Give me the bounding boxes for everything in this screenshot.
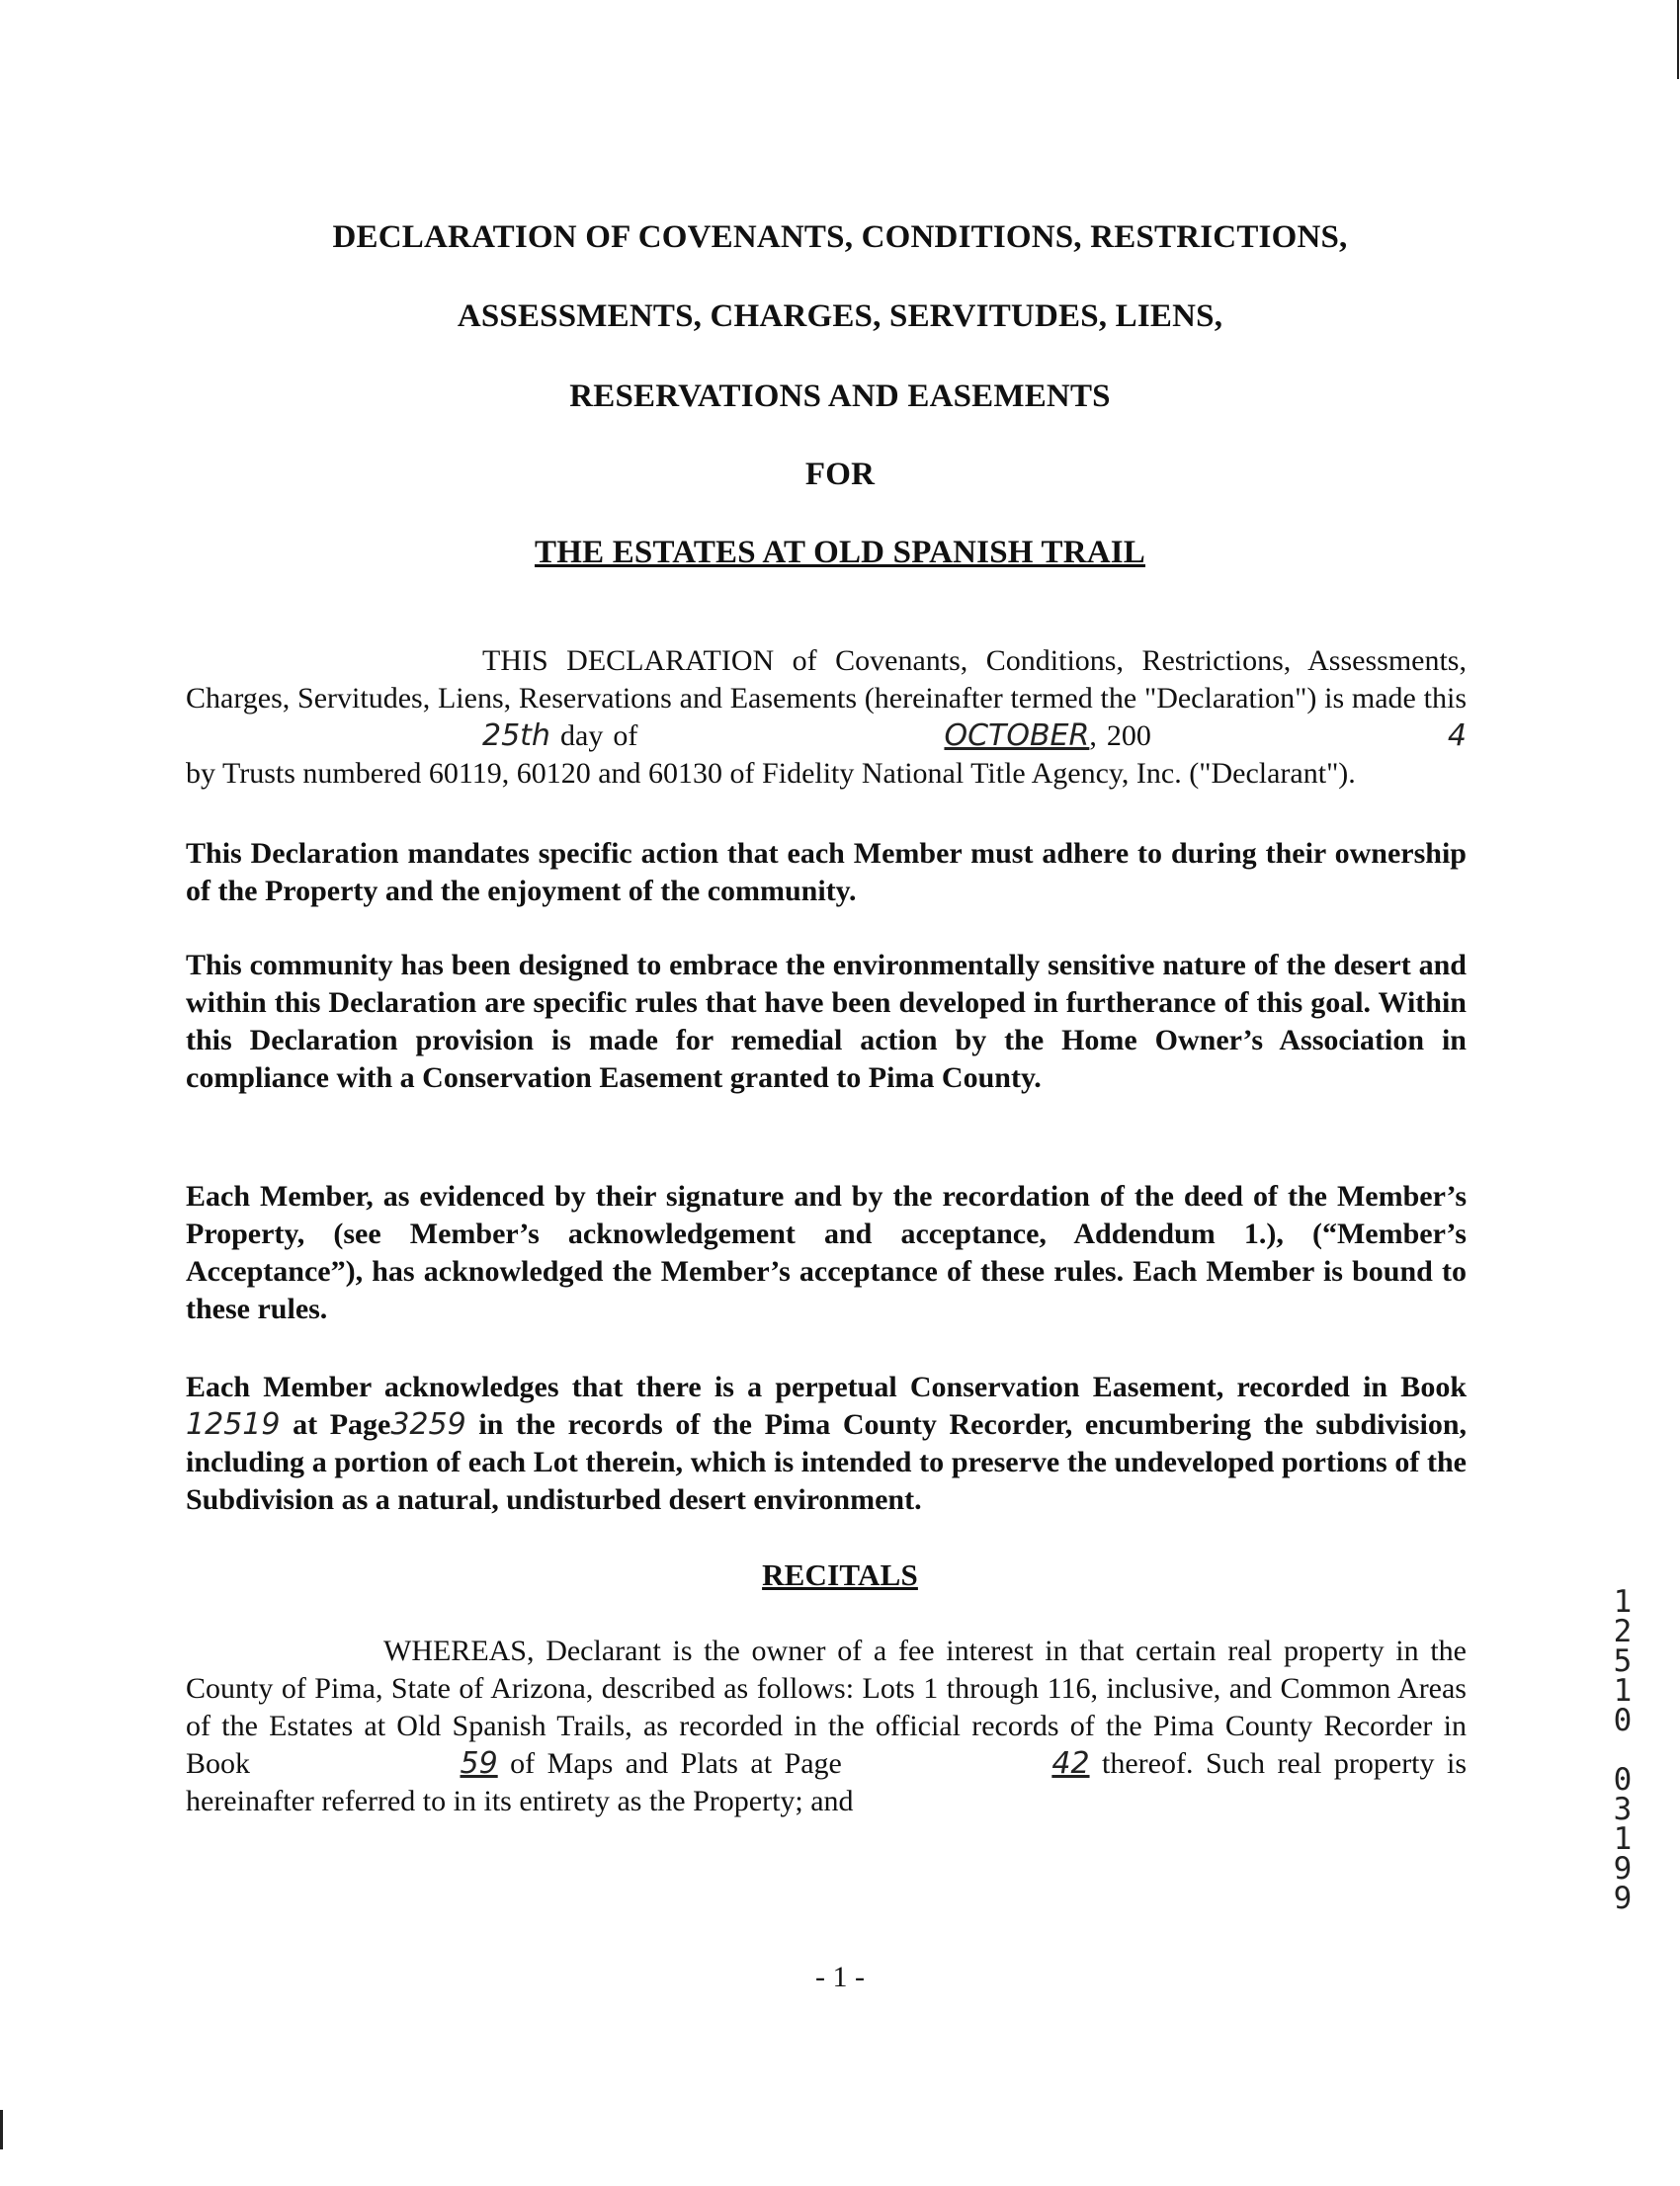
easement-text-2: at Page — [293, 1408, 391, 1441]
scan-edge-mark-left — [0, 2110, 3, 2149]
title-line-2: ASSESSMENTS, CHARGES, SERVITUDES, LIENS, — [457, 298, 1223, 334]
easement-text-1: Each Member acknowledges that there is a perpetual Conservation Easement, recorded in Book — [186, 1371, 1467, 1403]
title-line-3: RESERVATIONS AND EASEMENTS — [569, 378, 1111, 414]
title-line-4: FOR — [804, 457, 876, 492]
handwritten-page-number: 3259 — [390, 1407, 466, 1442]
handwritten-maps-page: 42 — [1051, 1746, 1090, 1781]
intro-text-3: , 200 — [1089, 719, 1151, 752]
handwritten-book-number: 12519 — [186, 1407, 281, 1442]
recitals-text-1: WHEREAS, Declarant is the owner of a fee interest in that certain real property in the County of Pima, State of Arizona, described as follows: Lots 1 through 116, inclusive, and Common Areas of the Estates at Old Spanish Trails, as recorded in the official records of the Pima County Recorder in Book — [186, 1635, 1467, 1780]
easement-text-3: in the records of the Pima County Recorder, encumbering the subdivision, including a portion of each Lot therein, which is intended to preserve the undeveloped portions of the Subdivision as a natural, undisturbed desert environment. — [186, 1408, 1468, 1516]
recitals-text-2: of Maps and Plats at Page — [510, 1747, 842, 1780]
page-number: - 1 - — [815, 1961, 865, 1993]
handwritten-day: 25th — [482, 718, 550, 753]
mandate-paragraph: This Declaration mandates specific action that each Member must adhere to during their ownership of the Property and the enjoyment of the community. — [186, 837, 1467, 907]
intro-paragraph — [186, 642, 1467, 793]
intro-text-1: THIS DECLARATION of Covenants, Conditions, Restrictions, Assessments, Charges, Servitudes, Liens, Reservations and Easements (hereinafter termed the "Declaration") is made this — [186, 644, 1467, 715]
handwritten-month: OCTOBER — [944, 718, 1090, 753]
recitals-text-3: thereof. Such real property is hereinafter referred to in its entirety as the Property; and — [186, 1747, 1468, 1817]
intro-text-4: by Trusts numbered 60119, 60120 and 60130 of Fidelity National Title Agency, Inc. ("Declarant"). — [186, 757, 1356, 790]
handwritten-year-digit: 4 — [1447, 718, 1467, 753]
recitals-heading: RECITALS — [762, 1557, 918, 1592]
title-line-1: DECLARATION OF COVENANTS, CONDITIONS, RESTRICTIONS, — [332, 219, 1348, 255]
intro-text-2: day of — [560, 719, 638, 752]
handwritten-maps-book: 59 — [460, 1746, 498, 1781]
recitals-paragraph — [186, 1633, 1467, 1820]
title-line-5: THE ESTATES AT OLD SPANISH TRAIL — [534, 535, 1146, 570]
environment-paragraph: This community has been designed to embrace the environmentally sensitive nature of the desert and within this Declaration are specific rules that have been developed in furtherance of this goal. Within this Declaration provision is made for remedial action by the Home Owner’s Association in compliance with a Conservation Easement granted to Pima County. — [186, 949, 1467, 1094]
scan-edge-mark-right — [1677, 0, 1679, 79]
recording-stamp-number: 1 2 5 1 0 0 3 1 9 9 — [1613, 1584, 1633, 1916]
acceptance-paragraph: Each Member, as evidenced by their signature and by the recordation of the deed of the Member’s Property, (see Member’s acknowledgement and acceptance, Addendum 1.), (“Member’s Acceptance”), has acknowledged the Member’s acceptance of these rules. Each Member is bound to these rules. — [186, 1180, 1467, 1325]
easement-paragraph — [186, 1369, 1467, 1519]
